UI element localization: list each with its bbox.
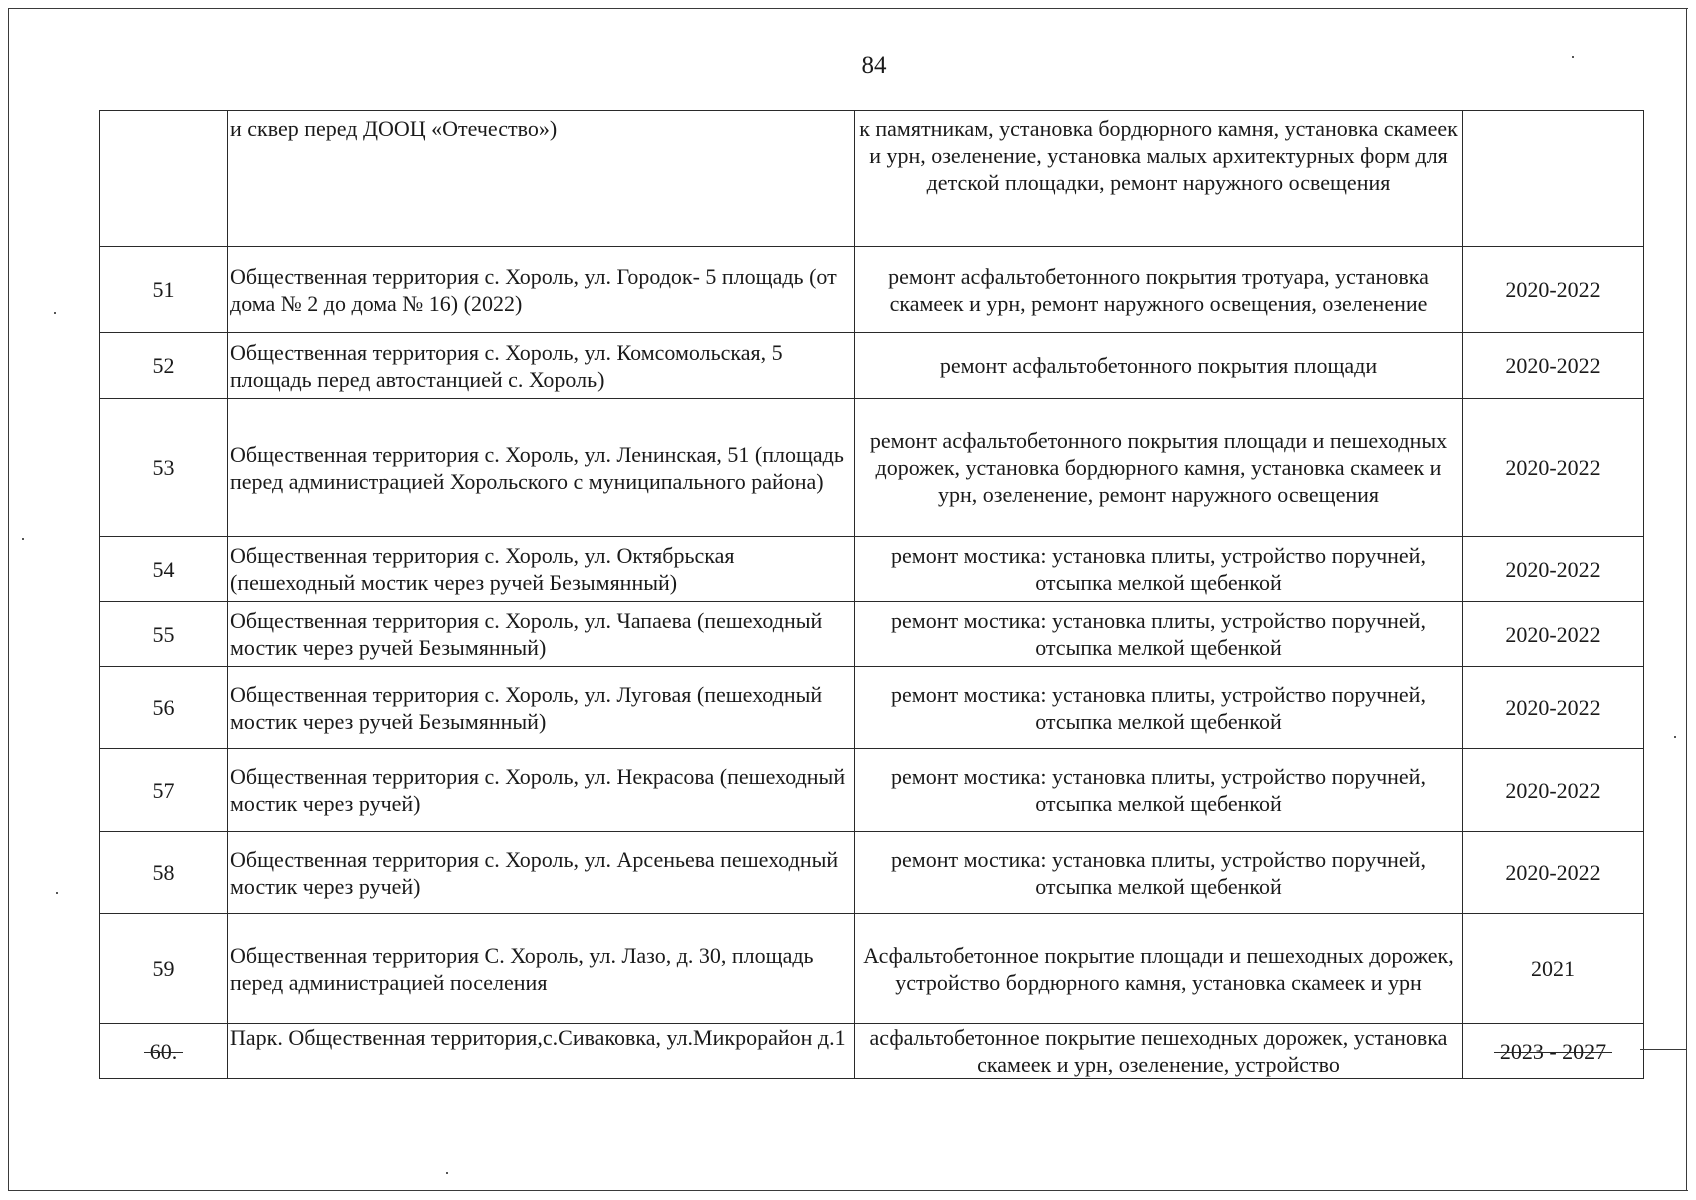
scan-frame-top [8,8,1688,9]
territory-name: Общественная территория с. Хороль, ул. Чапаева (пешеходный мостик через ручей Безымянный) [228,602,855,667]
period: 2020-2022 [1463,602,1644,667]
period: 2020-2022 [1463,537,1644,602]
scan-speck [1572,56,1574,58]
territory-name: Общественная территория С. Хороль, ул. Лазо, д. 30, площадь перед администрацией поселения [228,914,855,1024]
row-number: 56 [100,667,228,749]
scan-speck [1674,736,1676,738]
works-description: ремонт мостика: установка плиты, устройство поручней, отсыпка мелкой щебенкой [855,667,1463,749]
works-description: ремонт асфальтобетонного покрытия тротуара, установка скамеек и урн, ремонт наружного освещения, озеленение [855,247,1463,333]
period: 2020-2022 [1463,399,1644,537]
works-description: ремонт мостика: установка плиты, устройство поручней, отсыпка мелкой щебенкой [855,832,1463,914]
period: 2020-2022 [1463,667,1644,749]
row-number: 55 [100,602,228,667]
period: 2020-2022 [1463,832,1644,914]
territory-name: Общественная территория с. Хороль, ул. Комсомольская, 5 площадь перед автостанцией с. Хороль) [228,333,855,399]
page-number: 84 [861,52,887,79]
territory-name: Общественная территория с. Хороль, ул. Октябрьская (пешеходный мостик через ручей Безымянный) [228,537,855,602]
scan-speck [446,1172,448,1174]
territory-name: Общественная территория с. Хороль, ул. Ленинская, 51 (площадь перед администрацией Хорольского с муниципального района) [228,399,855,537]
row-number: 58 [100,832,228,914]
works-description: ремонт мостика: установка плиты, устройство поручней, отсыпка мелкой щебенкой [855,537,1463,602]
row-number: 51 [100,247,228,333]
table-row [100,749,1644,832]
table-row [100,832,1644,914]
row-number: 54 [100,537,228,602]
table-row [100,111,1644,247]
period: 2021 [1463,914,1644,1024]
table-row [100,1024,1644,1079]
scan-stray-line [1640,1049,1686,1050]
row-number: 53 [100,399,228,537]
scan-frame-bottom [8,1190,1688,1191]
row-number: 57 [100,749,228,832]
territory-name: Общественная территория с. Хороль, ул. Некрасова (пешеходный мостик через ручей) [228,749,855,832]
works-description: асфальтобетонное покрытие пешеходных дорожек, установка скамеек и урн, озеленение, устройство [855,1024,1463,1079]
works-description: ремонт асфальтобетонного покрытия площади [855,333,1463,399]
row-number-text: 60. [149,1038,178,1064]
period: 2020-2022 [1463,749,1644,832]
territory-name: и сквер перед ДООЦ «Отечество») [228,111,855,247]
territory-name: Парк. Общественная территория,с.Сиваковка, ул.Микрорайон д.1 [228,1024,855,1079]
period [1463,111,1644,247]
territory-name: Общественная территория с. Хороль, ул. Арсеньева пешеходный мостик через ручей) [228,832,855,914]
territory-table [99,110,1644,1079]
works-description: к памятникам, установка бордюрного камня, установка скамеек и урн, озеленение, установка малых архитектурных форм для детской площадки, ремонт наружного освещения [855,111,1463,247]
scan-speck [22,538,24,540]
table-row [100,247,1644,333]
row-number: 52 [100,333,228,399]
table-row [100,914,1644,1024]
territory-name: Общественная территория с. Хороль, ул. Луговая (пешеходный мостик через ручей Безымянный) [228,667,855,749]
works-description: ремонт мостика: установка плиты, устройство поручней, отсыпка мелкой щебенкой [855,602,1463,667]
scan-speck [54,312,56,314]
period [1463,1024,1644,1079]
row-number [100,111,228,247]
table-row [100,602,1644,667]
works-description: ремонт мостика: установка плиты, устройство поручней, отсыпка мелкой щебенкой [855,749,1463,832]
row-number [100,1024,228,1079]
table-row [100,333,1644,399]
territory-name: Общественная территория с. Хороль, ул. Городок- 5 площадь (от дома № 2 до дома № 16) (2022) [228,247,855,333]
row-number: 59 [100,914,228,1024]
period: 2020-2022 [1463,247,1644,333]
scan-frame-right [1686,8,1687,1190]
works-description: ремонт асфальтобетонного покрытия площади и пешеходных дорожек, установка бордюрного камня, установка скамеек и урн, озеленение, ремонт наружного освещения [855,399,1463,537]
period-text: 2023 - 2027 [1499,1038,1607,1064]
scan-frame-left [8,8,9,1190]
table-row [100,399,1644,537]
works-description: Асфальтобетонное покрытие площади и пешеходных дорожек, устройство бордюрного камня, установка скамеек и урн [855,914,1463,1024]
period: 2020-2022 [1463,333,1644,399]
table-row [100,667,1644,749]
scan-speck [56,892,58,894]
table-row [100,537,1644,602]
